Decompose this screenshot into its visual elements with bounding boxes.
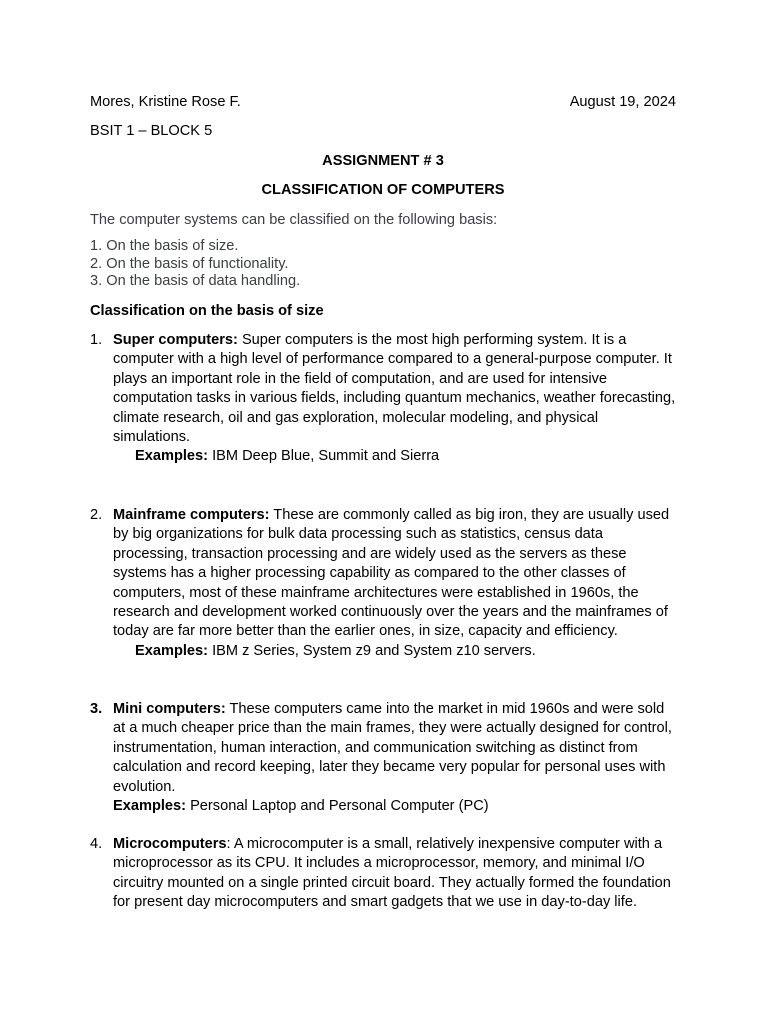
item-text: Super computers is the most high performing system. It is a computer with a high level of performance compared to a general-purpose computer. It plays an important role in the field of computation, and are used for intensive computation tasks in various fields, including quantum mechanics, weather forecasting, climate research, oil and gas exploration, molecular modeling, and physical simulations.: [113, 332, 676, 446]
section-heading: Classification on the basis of size: [90, 303, 324, 319]
item-number: 3.: [90, 701, 103, 717]
item-term: Microcomputers: [113, 836, 227, 852]
item-term: Mainframe computers:: [113, 507, 270, 523]
basis-list: [90, 238, 300, 291]
item-number: 2.: [90, 507, 103, 523]
document-page: [90, 0, 676, 1024]
examples-text: Personal Laptop and Personal Computer (PC): [186, 798, 489, 815]
item-examples: [113, 642, 676, 661]
item-term: Super computers:: [113, 332, 238, 348]
examples-label: Examples:: [135, 448, 209, 465]
author-name: Mores, Kristine Rose F.: [90, 94, 241, 110]
basis-list-item: 1. On the basis of size.: [90, 238, 239, 254]
item-text: These computers came into the market in mid 1960s and were sold at a much cheaper price than the main frames, they were actually designed for control, instrumentation, human interaction, and communication switching as distinct from calculation and record keeping, later they became very popular for personal uses with evolution.: [113, 701, 672, 795]
item-number: 4.: [90, 836, 103, 852]
item-term: Mini computers:: [113, 701, 226, 717]
intro-text: The computer systems can be classified on the following basis:: [90, 212, 498, 228]
basis-list-item: 2. On the basis of functionality.: [90, 255, 289, 272]
item-number: 1.: [90, 332, 103, 348]
item-examples: [113, 447, 676, 466]
document-date: August 19, 2024: [569, 94, 676, 110]
examples-label: Examples:: [135, 642, 209, 659]
item-body: [113, 835, 676, 913]
examples-label: Examples:: [113, 798, 187, 815]
examples-text: IBM Deep Blue, Summit and Sierra: [208, 448, 440, 465]
item-body: [113, 506, 676, 661]
item-body: [113, 700, 676, 816]
item-text: : A microcomputer is a small, relatively inexpensive computer with a microprocessor as its CPU. It includes a microprocessor, memory, and minimal I/O circuitry mounted on a single printed circuit board. They actually formed the foundation for present day microcomputers and smart gadgets that we use in day-to-day life.: [113, 836, 671, 911]
assignment-title: ASSIGNMENT # 3: [322, 153, 444, 169]
topic-title: CLASSIFICATION OF COMPUTERS: [261, 182, 505, 198]
item-examples: [113, 797, 676, 816]
item-body: [113, 331, 676, 467]
basis-list-item: 3. On the basis of data handling.: [90, 273, 301, 290]
item-text: These are commonly called as big iron, they are usually used by big organizations for bulk data processing such as statistics, census data processing, transaction processing and are widely used as the servers as these systems has a higher processing capability as compared to the other classes of computers, most of these mainframe architectures were established in 1960s, the research and development worked continuously over the years and the mainframes of today are far more better than the earlier ones, in size, capacity and efficiency.: [113, 507, 670, 640]
examples-text: IBM z Series, System z9 and System z10 servers.: [208, 642, 536, 659]
course-block: BSIT 1 – BLOCK 5: [90, 123, 213, 139]
